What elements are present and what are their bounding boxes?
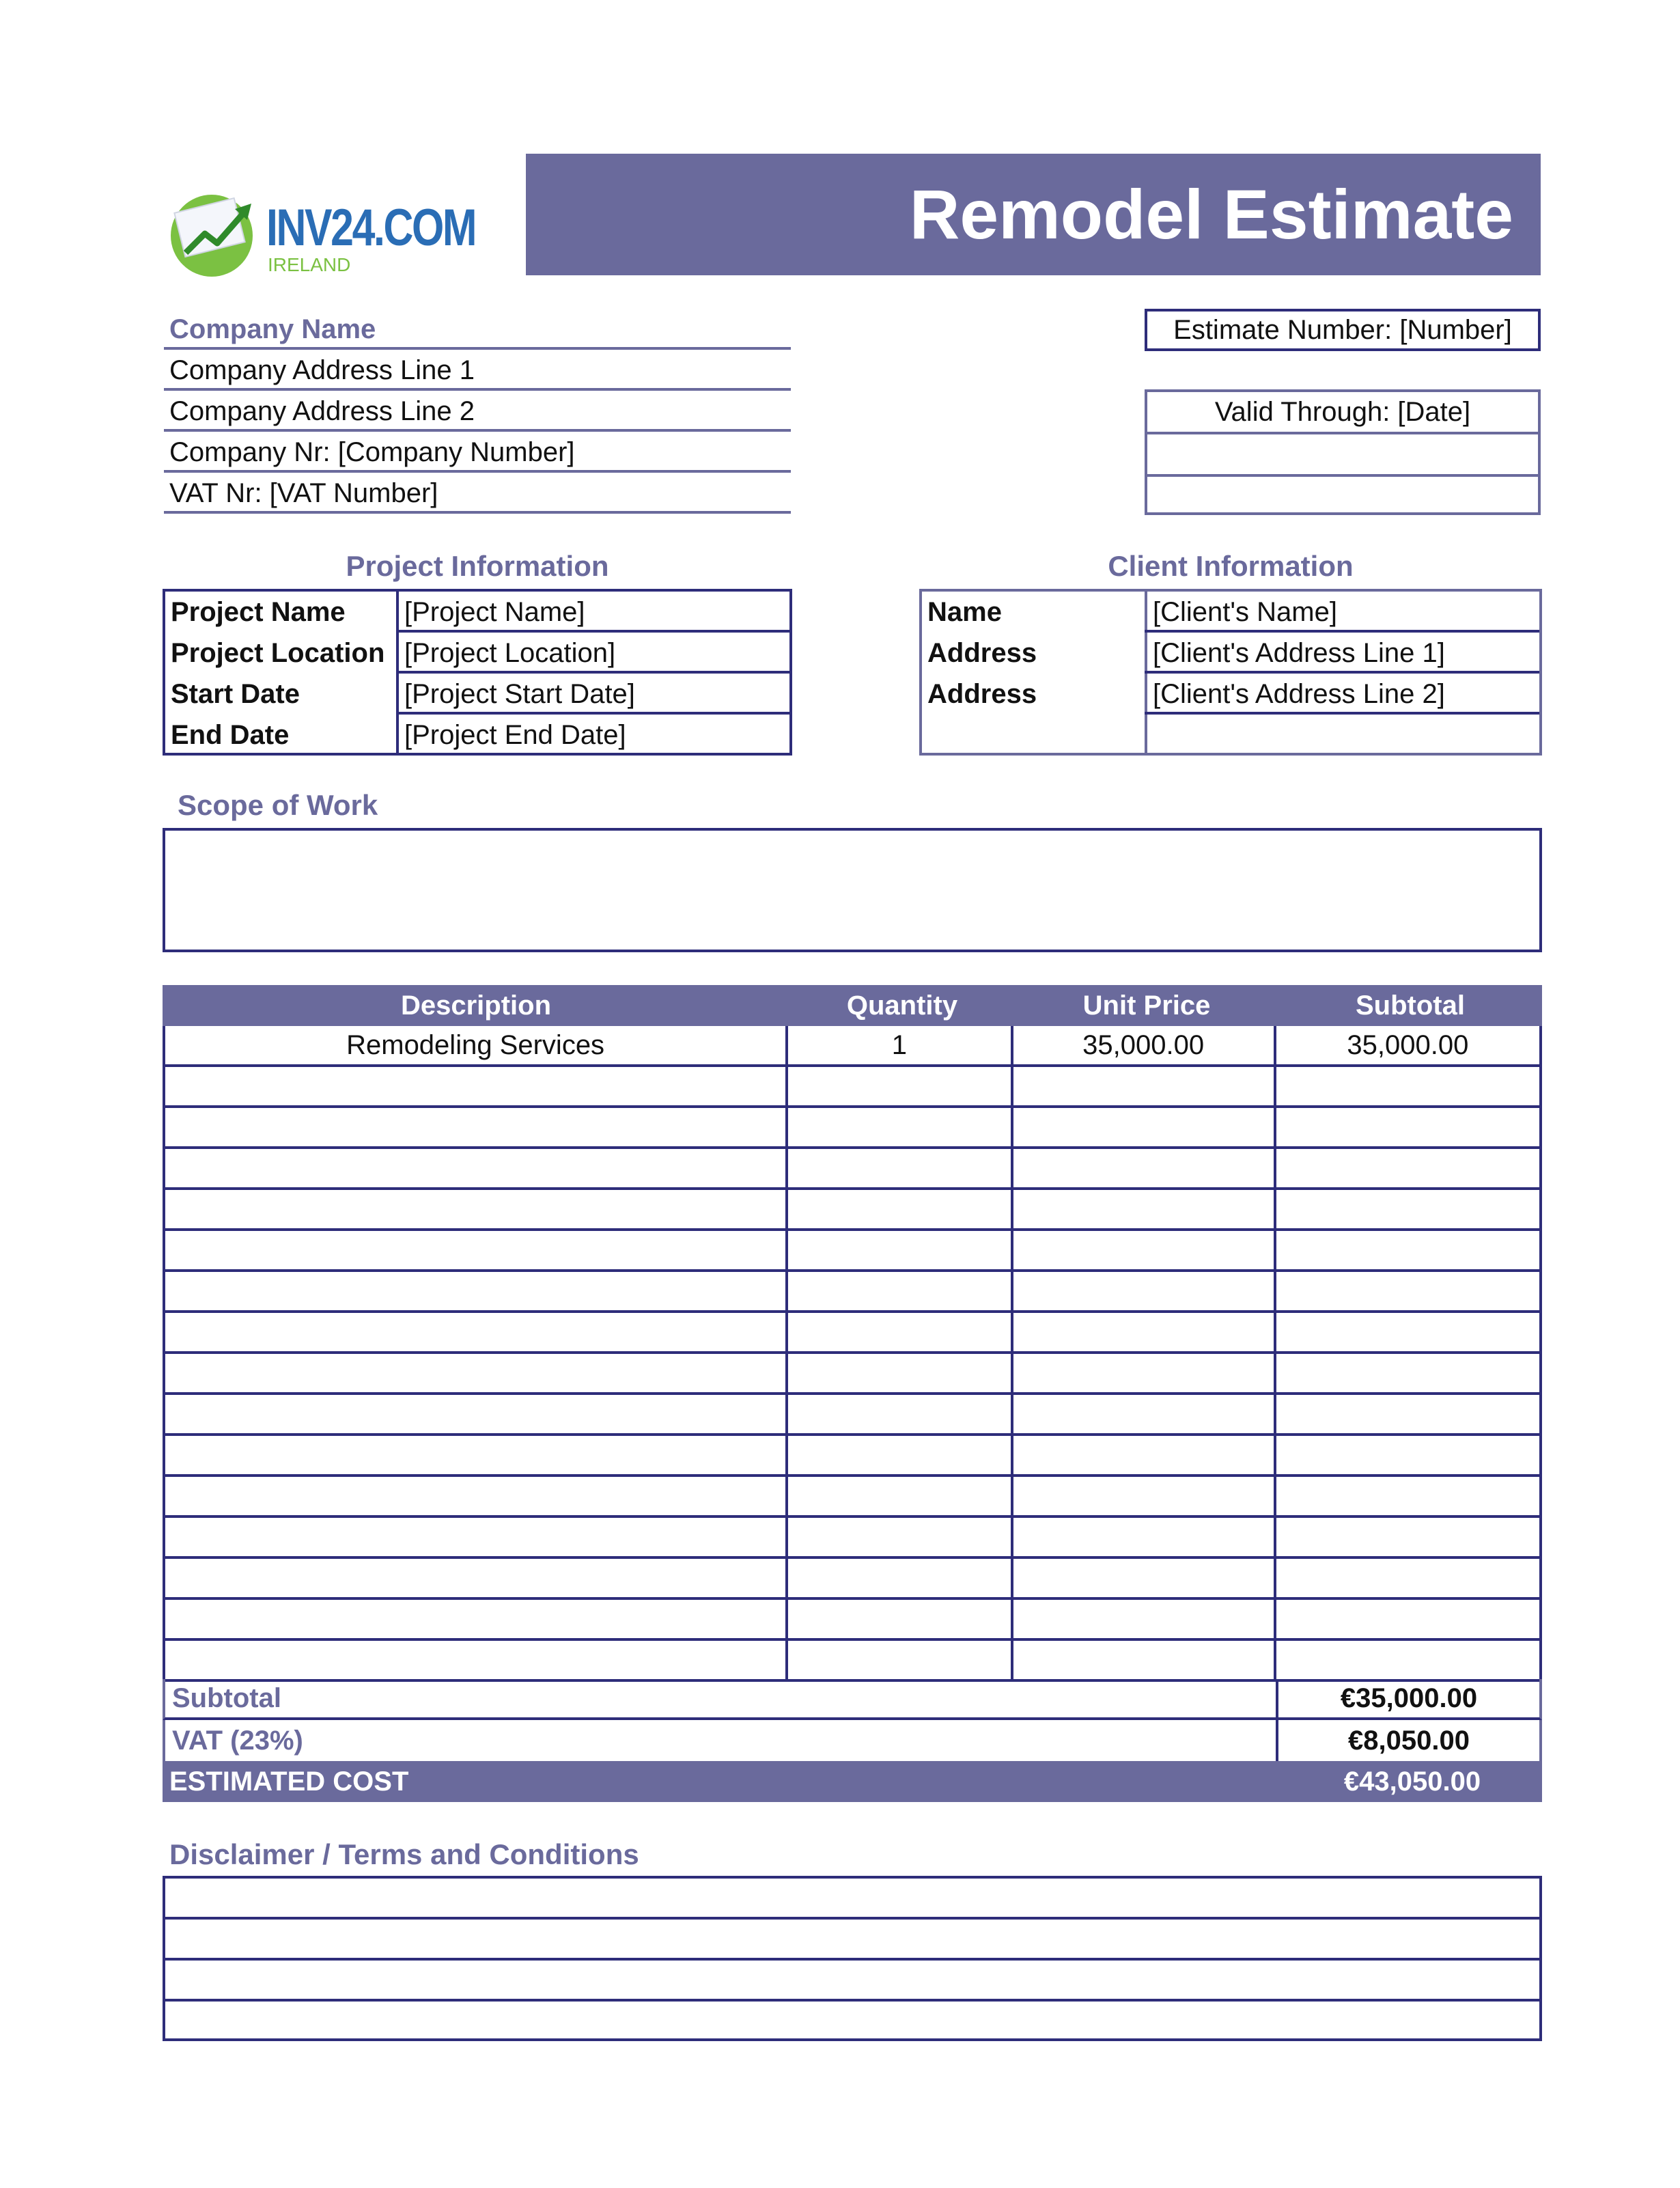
item-quantity[interactable] (788, 1108, 1013, 1146)
col-quantity: Quantity (846, 990, 958, 1021)
item-unit-price[interactable] (1013, 1436, 1276, 1474)
estimated-cost-label: ESTIMATED COST (169, 1767, 409, 1797)
estimated-cost-value: €43,050.00 (1343, 1767, 1481, 1797)
item-quantity[interactable]: 1 (788, 1026, 1013, 1064)
scope-heading: Scope of Work (178, 789, 378, 821)
vat-label: VAT (23%) (165, 1720, 1278, 1761)
project-info-table (163, 589, 792, 756)
table-row (165, 1108, 1539, 1149)
item-unit-price[interactable]: 35,000.00 (1013, 1026, 1276, 1064)
item-unit-price[interactable] (1013, 1641, 1276, 1679)
company-name: Company Name (169, 314, 376, 344)
item-description[interactable] (165, 1108, 788, 1146)
item-unit-price[interactable] (1013, 1600, 1276, 1638)
item-quantity[interactable] (788, 1149, 1013, 1187)
item-quantity[interactable] (788, 1190, 1013, 1228)
client-address-2-value[interactable]: [Client's Address Line 2] (1153, 679, 1445, 709)
subtotal-label: Subtotal (165, 1679, 1278, 1717)
start-date-value[interactable]: [Project Start Date] (404, 679, 635, 709)
item-quantity[interactable] (788, 1067, 1013, 1105)
item-quantity[interactable] (788, 1231, 1013, 1269)
item-subtotal[interactable] (1276, 1477, 1539, 1515)
project-location-label: Project Location (171, 638, 385, 668)
valid-through-extra-1[interactable] (1147, 434, 1538, 474)
scope-textarea[interactable] (163, 828, 1542, 952)
valid-through-extra-2[interactable] (1147, 477, 1538, 515)
item-unit-price[interactable] (1013, 1149, 1276, 1187)
table-row (165, 1641, 1539, 1682)
logo-country: IRELAND (268, 254, 351, 275)
client-address-1-value[interactable]: [Client's Address Line 1] (1153, 638, 1445, 668)
page-title: Remodel Estimate (909, 175, 1513, 253)
logo-brand: INV24.COM (266, 199, 476, 257)
col-unit-price: Unit Price (1082, 990, 1211, 1021)
item-subtotal[interactable] (1276, 1108, 1539, 1146)
item-unit-price[interactable] (1013, 1395, 1276, 1433)
item-description[interactable] (165, 1067, 788, 1105)
item-unit-price[interactable] (1013, 1108, 1276, 1146)
table-row (165, 1272, 1539, 1313)
totals-block (163, 1679, 1542, 1802)
company-vat: VAT Nr: [VAT Number] (169, 478, 438, 508)
item-unit-price[interactable] (1013, 1272, 1276, 1310)
item-quantity[interactable] (788, 1395, 1013, 1433)
item-subtotal[interactable] (1276, 1272, 1539, 1310)
table-row (165, 1600, 1539, 1641)
item-subtotal[interactable] (1276, 1231, 1539, 1269)
subtotal-row (163, 1679, 1542, 1720)
table-row (165, 1067, 1539, 1108)
item-description[interactable] (165, 1354, 788, 1392)
col-subtotal: Subtotal (1356, 990, 1465, 1021)
company-address-1: Company Address Line 1 (169, 355, 475, 385)
item-quantity[interactable] (788, 1354, 1013, 1392)
company-address-2: Company Address Line 2 (169, 396, 475, 426)
item-subtotal[interactable] (1276, 1354, 1539, 1392)
items-table (163, 985, 1542, 1682)
project-location-value[interactable]: [Project Location] (404, 638, 616, 668)
item-unit-price[interactable] (1013, 1190, 1276, 1228)
vat-value: €8,050.00 (1348, 1726, 1470, 1756)
client-name-value[interactable]: [Client's Name] (1153, 597, 1337, 627)
table-row (165, 1149, 1539, 1190)
item-subtotal[interactable] (1276, 1149, 1539, 1187)
item-subtotal[interactable]: 35,000.00 (1347, 1029, 1469, 1060)
item-description[interactable] (165, 1272, 788, 1310)
disclaimer-box[interactable] (163, 1876, 1542, 2041)
item-subtotal[interactable] (1276, 1190, 1539, 1228)
item-description[interactable] (165, 1641, 788, 1679)
item-unit-price[interactable] (1013, 1518, 1276, 1556)
project-name-label: Project Name (171, 597, 346, 627)
item-description[interactable] (165, 1190, 788, 1228)
client-name-label: Name (927, 597, 1002, 627)
item-unit-price[interactable] (1013, 1559, 1276, 1597)
estimated-cost-row (163, 1761, 1542, 1802)
subtotal-value: €35,000.00 (1340, 1683, 1478, 1713)
item-subtotal[interactable] (1276, 1436, 1539, 1474)
table-row (165, 1313, 1539, 1354)
item-quantity[interactable] (788, 1477, 1013, 1515)
item-subtotal[interactable] (1276, 1395, 1539, 1433)
item-description[interactable] (165, 1436, 788, 1474)
item-description[interactable]: Remodeling Services (165, 1026, 788, 1064)
item-quantity[interactable] (788, 1559, 1013, 1597)
item-unit-price[interactable] (1013, 1477, 1276, 1515)
vat-row (163, 1720, 1542, 1761)
client-heading: Client Information (1108, 550, 1354, 582)
client-address-1-label: Address (927, 638, 1037, 668)
item-description[interactable] (165, 1231, 788, 1269)
client-address-2-label: Address (927, 679, 1037, 709)
item-unit-price[interactable] (1013, 1313, 1276, 1351)
title-banner (526, 154, 1541, 275)
project-heading: Project Information (346, 550, 609, 582)
chart-arrow-icon (164, 184, 266, 280)
table-row (165, 1354, 1539, 1395)
valid-through: Valid Through: [Date] (1214, 397, 1471, 427)
table-row (165, 1190, 1539, 1231)
table-row (165, 1559, 1539, 1600)
company-logo (164, 184, 476, 280)
item-quantity[interactable] (788, 1272, 1013, 1310)
items-header-row (163, 985, 1542, 1026)
disclaimer-heading: Disclaimer / Terms and Conditions (169, 1838, 639, 1870)
estimate-number-text: Estimate Number: [Number] (1173, 315, 1512, 345)
table-row (165, 1436, 1539, 1477)
item-quantity[interactable] (788, 1436, 1013, 1474)
item-subtotal[interactable] (1276, 1559, 1539, 1597)
client-info-table (919, 589, 1542, 756)
item-quantity[interactable] (788, 1518, 1013, 1556)
table-row (165, 1026, 1539, 1067)
end-date-value[interactable]: [Project End Date] (404, 720, 626, 750)
end-date-label: End Date (171, 720, 290, 750)
item-description[interactable] (165, 1477, 788, 1515)
table-row (165, 1395, 1539, 1436)
company-number: Company Nr: [Company Number] (169, 437, 575, 467)
item-description[interactable] (165, 1559, 788, 1597)
start-date-label: Start Date (171, 679, 300, 709)
item-subtotal[interactable] (1276, 1641, 1539, 1679)
item-unit-price[interactable] (1013, 1231, 1276, 1269)
estimate-number[interactable] (1145, 309, 1541, 351)
item-subtotal[interactable] (1276, 1600, 1539, 1638)
items-body (163, 1026, 1542, 1682)
item-subtotal[interactable] (1276, 1518, 1539, 1556)
item-quantity[interactable] (788, 1313, 1013, 1351)
table-row (165, 1231, 1539, 1272)
item-quantity[interactable] (788, 1641, 1013, 1679)
item-subtotal[interactable] (1276, 1313, 1539, 1351)
item-description[interactable] (165, 1518, 788, 1556)
item-unit-price[interactable] (1013, 1354, 1276, 1392)
item-description[interactable] (165, 1313, 788, 1351)
table-row (165, 1518, 1539, 1559)
item-description[interactable] (165, 1395, 788, 1433)
table-row (165, 1477, 1539, 1518)
item-description[interactable] (165, 1600, 788, 1638)
item-unit-price[interactable] (1013, 1067, 1276, 1105)
item-quantity[interactable] (788, 1600, 1013, 1638)
item-description[interactable] (165, 1149, 788, 1187)
project-name-value[interactable]: [Project Name] (404, 597, 585, 627)
col-description: Description (400, 990, 552, 1021)
item-subtotal[interactable] (1276, 1067, 1539, 1105)
valid-through-box[interactable] (1145, 389, 1541, 515)
